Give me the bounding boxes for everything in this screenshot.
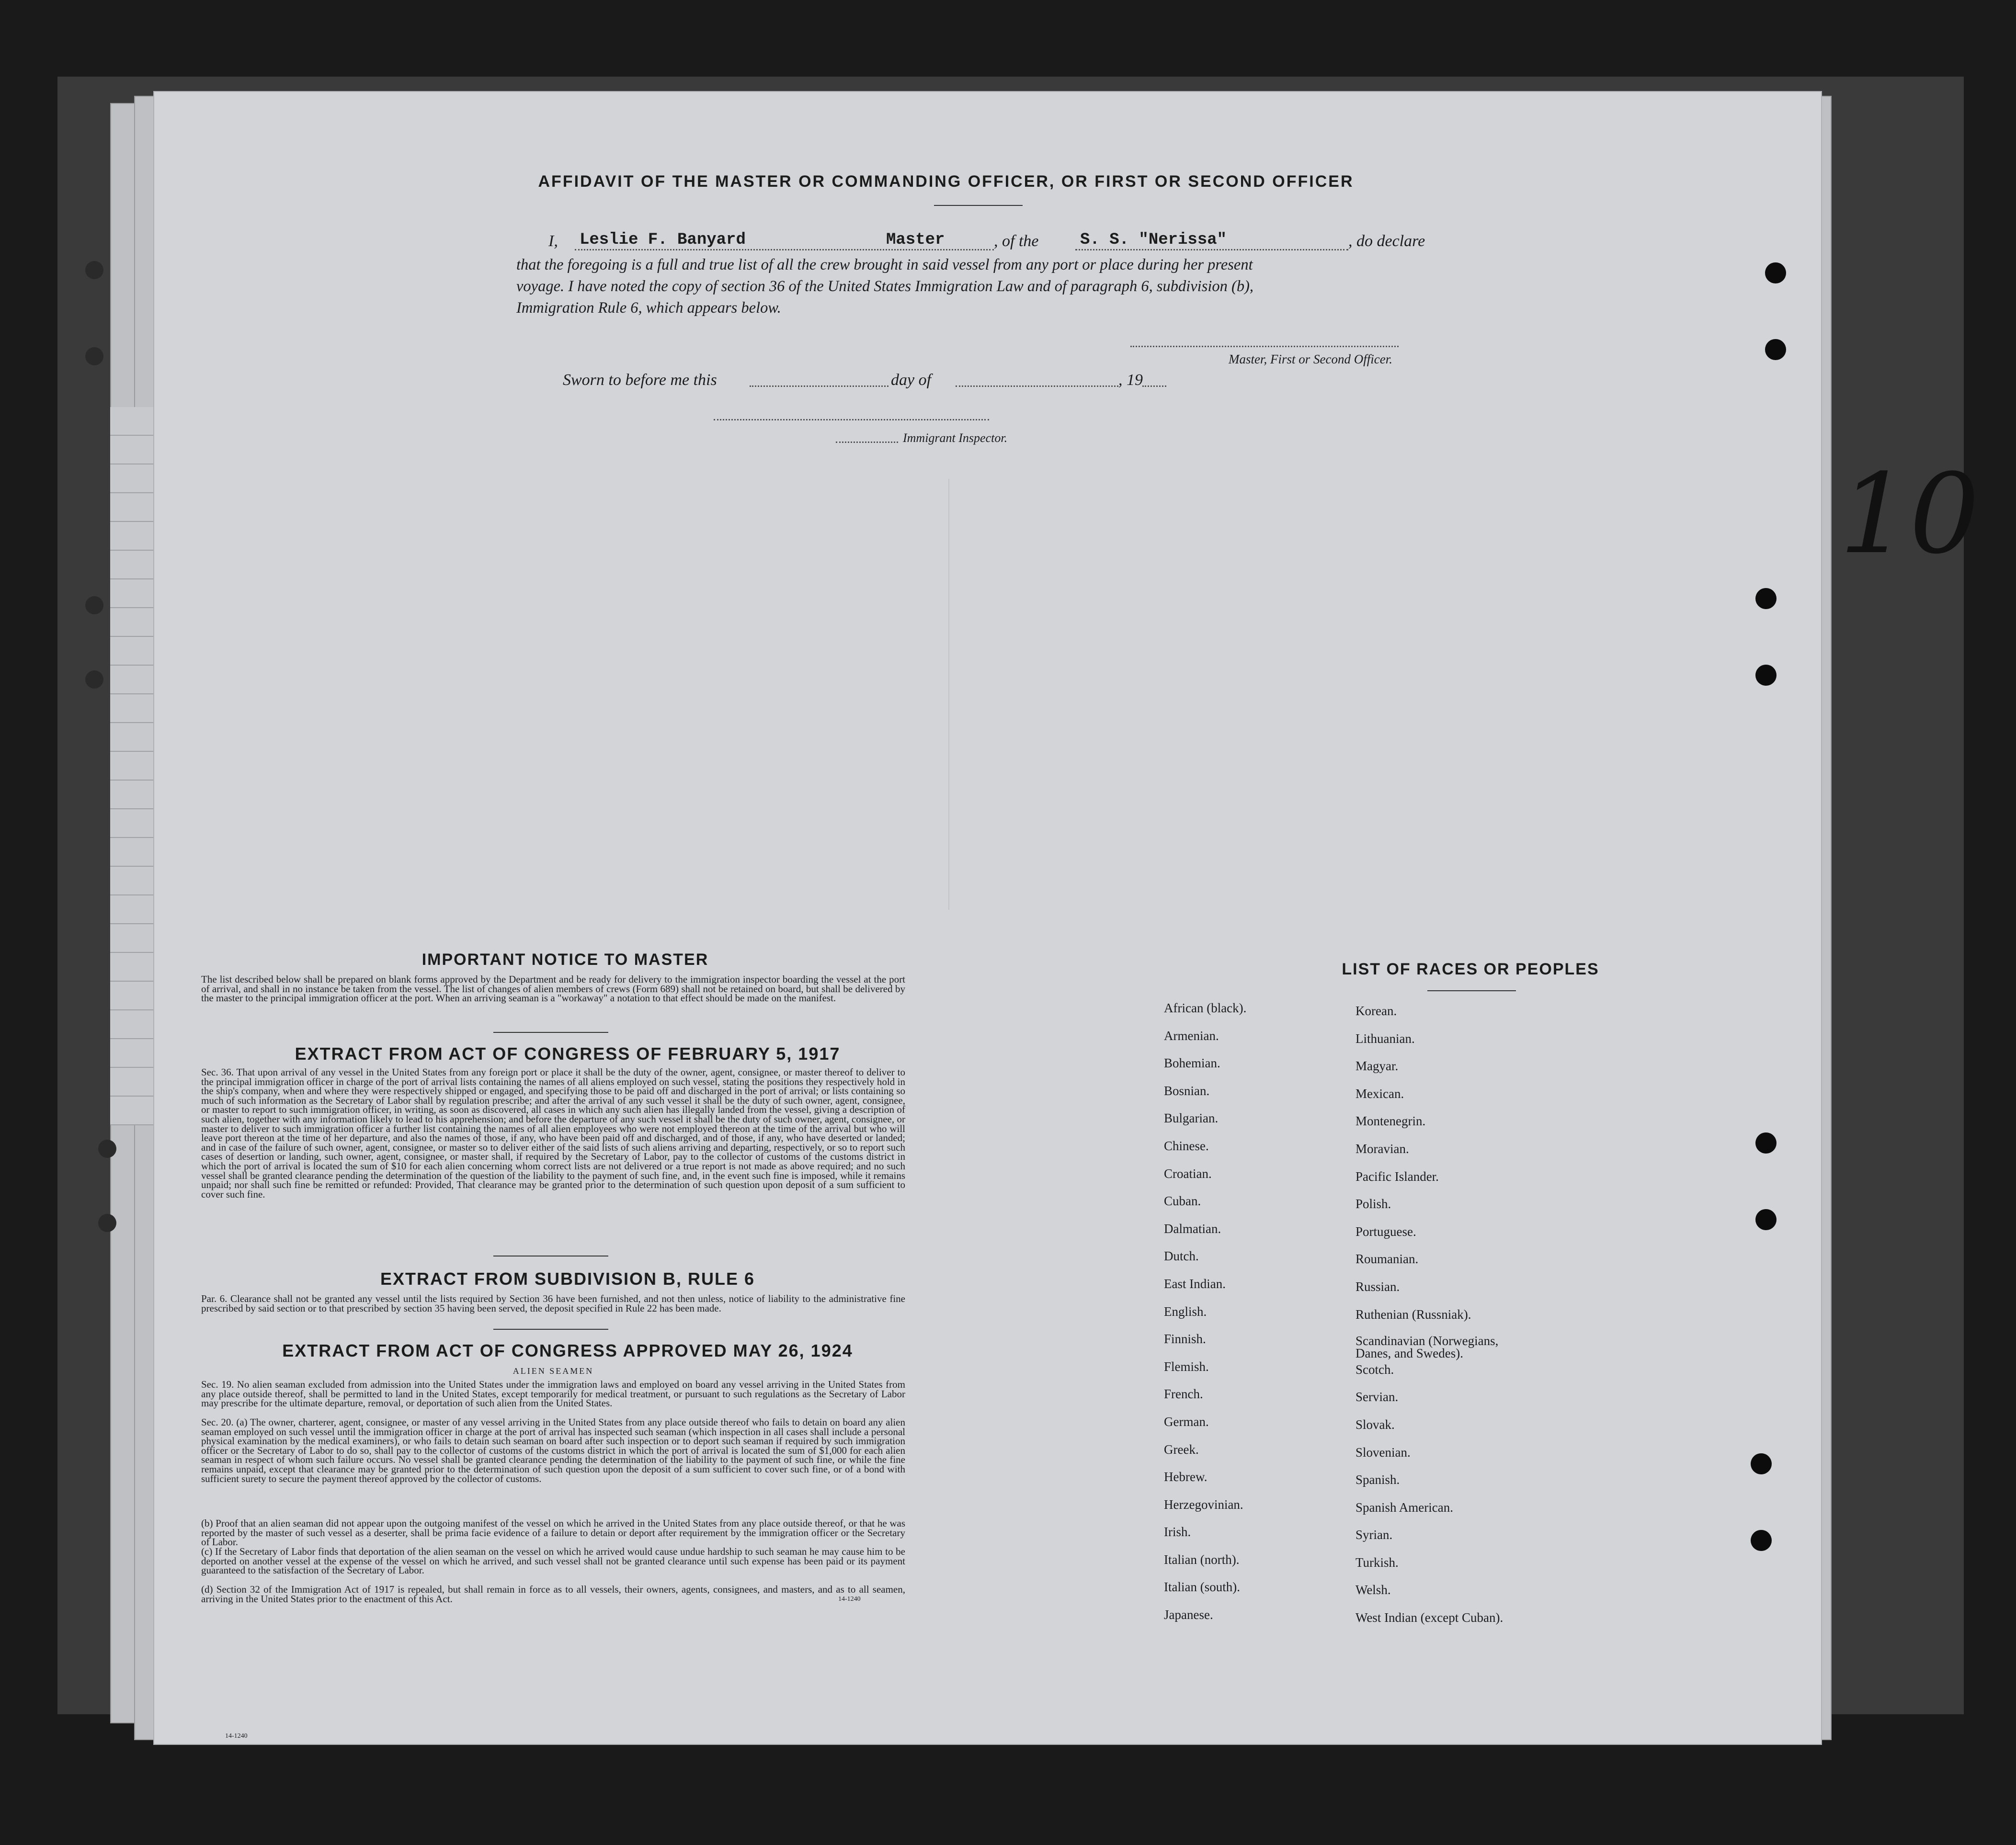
race-item: Syrian.: [1355, 1528, 1393, 1542]
signature-line[interactable]: [1130, 346, 1399, 347]
race-item: Russian.: [1355, 1279, 1400, 1294]
affidavit-line-1: that the foregoing is a full and true list of all the crew brought in said vessel from any port or place during her present: [516, 256, 1253, 273]
race-item: Finnish.: [1164, 1332, 1206, 1347]
race-item: Spanish American.: [1355, 1500, 1453, 1515]
race-item: Polish.: [1355, 1197, 1391, 1211]
sworn-year-line[interactable]: [1142, 385, 1166, 387]
race-item: Slovenian.: [1355, 1445, 1411, 1460]
race-item: Croatian.: [1164, 1166, 1212, 1181]
race-item: French.: [1164, 1387, 1203, 1402]
do-declare-label: , do declare: [1348, 232, 1425, 250]
race-item: Armenian.: [1164, 1028, 1219, 1043]
form-number: 14-1240: [838, 1596, 861, 1603]
affidavit-line-2: voyage. I have noted the copy of section 36 of the United States Immigration Law and of paragraph 6, subdivision (b),: [516, 278, 1254, 295]
race-item: Scandinavian (Norwegians, Danes, and Swedes).: [1355, 1334, 1499, 1361]
race-item: Greek.: [1164, 1442, 1199, 1457]
handwritten-mark: 10: [1839, 451, 1980, 578]
race-item: Bulgarian.: [1164, 1111, 1219, 1126]
race-item: Chinese.: [1164, 1138, 1209, 1153]
declarant-rank[interactable]: Master: [886, 231, 945, 249]
punch-hole: [1751, 1453, 1772, 1474]
extract-1924-sec19: Sec. 19. No alien seaman excluded from admission into the United States under the immigration laws and employed on board any vessel arriving in the United States from any place outside thereof, shall be permitted to land in the United States, except temporarily for medical treatment, or pursuant to such regulations as the Secretary of Labor may prescribe for the ultimate departure, removal, or deportation of such alien from the United States.: [201, 1379, 905, 1409]
declarant-name[interactable]: Leslie F. Banyard: [580, 231, 746, 249]
inspector-caption: Immigrant Inspector.: [903, 431, 1008, 445]
race-item: Moravian.: [1355, 1141, 1409, 1156]
declarant-prefix: I,: [548, 232, 558, 250]
punch-hole: [1765, 339, 1786, 360]
affidavit-title: AFFIDAVIT OF THE MASTER OR COMMANDING OFFICER, OR FIRST OR SECOND OFFICER: [538, 172, 1354, 191]
race-item: Dalmatian.: [1164, 1221, 1221, 1236]
race-item: Cuban.: [1164, 1194, 1201, 1209]
punch-hole: [85, 347, 103, 365]
race-item: Portuguese.: [1355, 1224, 1416, 1239]
races-title: LIST OF RACES OR PEOPLES: [1342, 960, 1599, 978]
extract-1917-title: EXTRACT FROM ACT OF CONGRESS OF FEBRUARY 5, 1917: [295, 1044, 841, 1064]
extract-1924-title: EXTRACT FROM ACT OF CONGRESS APPROVED MAY 26, 1924: [282, 1341, 853, 1360]
section-divider: [493, 1032, 608, 1033]
extract-rule6-body: Par. 6. Clearance shall not be granted any vessel until the lists required by Section 36 have been furnished, and not then unless, notice of liability to the administrative fine prescribed by said section or to that prescribed by section 35 having been served, the deposit specified in Rule 22 has been made.: [201, 1293, 905, 1314]
extract-1917-body: Sec. 36. That upon arrival of any vessel in the United States from any foreign port or place it shall be the duty of the owner, agent, consignee, or master thereof to deliver to the principal immigration officer in charge of the port of arrival lists containing the names of all aliens employed on such vessel, stating the positions they respectively hold in the ship's company, when and where they were respectively shipped or engaged, and specifying those to be paid off and discharged in the port of arrival; or lists containing so much of such information as the Secretary of Labor shall by regulation prescribe; and after the arrival of any such vessel it shall be the duty of such owner, agent, consignee, or master to report to such immigration officer, in writing, as soon as discovered, all cases in which any such alien has illegally landed from the vessel, giving a description of such alien, together with any information likely to lead to his apprehension; and before the departure of any such vessel it shall be the duty of such owner, agent, consignee, or master to deliver to such immigration officer a further list containing the names of all alien employees who were not employed thereon at the time of the arrival but who will leave port thereon at the time of her departure, and also the names of those, if any, who have been paid off and discharged, and of those, if any, who have deserted or landed; and in case of the failure of such owner, agent, consignee, or master so to deliver either of the said lists of such aliens arriving and departing, respectively, or so to report such cases of desertion or landing, such owner, agent, consignee, or master shall, if required by the Secretary of Labor, pay to the collector of customs of the customs district in which the port of arrival is located the sum of $10 for each alien concerning whom correct lists are not delivered or a true report is not made as above required; and no such vessel shall be granted clearance pending the determination of the question of the liability to the payment of such fine, and, in the event such fine is imposed, while it remains unpaid; nor shall such fine be remitted or refunded: Provided, That clearance may be granted prior to the determination of such question upon deposit of a sum sufficient to cover such fine.: [201, 1066, 905, 1200]
form-sheet: [153, 91, 1822, 1745]
race-item: West Indian (except Cuban).: [1355, 1610, 1503, 1625]
of-the-label: , of the: [994, 232, 1039, 250]
day-of-label: day of: [891, 371, 932, 389]
punch-hole: [85, 670, 103, 689]
race-item: Welsh.: [1355, 1583, 1391, 1597]
race-item: Turkish.: [1355, 1555, 1399, 1570]
punch-hole: [1755, 665, 1777, 686]
under-sheet-form-number: 14-1240: [225, 1732, 248, 1740]
sworn-label: Sworn to before me this: [563, 371, 717, 389]
race-item: Mexican.: [1355, 1086, 1404, 1101]
races-list-right: [1355, 1004, 1523, 1638]
title-underline: [934, 205, 1023, 206]
race-item: East Indian.: [1164, 1276, 1226, 1291]
vessel-line: [1075, 249, 1348, 250]
races-title-underline: [1427, 990, 1516, 991]
race-item: Herzegovinian.: [1164, 1497, 1243, 1512]
race-item: Magyar.: [1355, 1059, 1399, 1074]
punch-hole: [85, 596, 103, 614]
race-item: Italian (north).: [1164, 1552, 1240, 1567]
race-item: Dutch.: [1164, 1249, 1199, 1264]
notice-title: IMPORTANT NOTICE TO MASTER: [421, 951, 709, 969]
punch-hole: [1765, 262, 1786, 283]
race-item: German.: [1164, 1414, 1209, 1429]
punch-hole: [1755, 588, 1777, 609]
ruled-sheet-edge: [110, 407, 153, 1125]
race-item: Slovak.: [1355, 1417, 1395, 1432]
notice-body: The list described below shall be prepared on blank forms approved by the Department and be ready for delivery to the immigration inspector boarding the vessel at the port of arrival, and shall in no instance be taken from the vessel. The list of changes of alien members of crews (Form 689) shall not be retained on board, but shall be delivered by the master to the principal immigration officer at the port. When an arriving seaman is a "workaway" a notation to that effect should be made on the manifest.: [201, 973, 905, 1004]
signature-caption: Master, First or Second Officer.: [1229, 352, 1392, 366]
race-item: Bohemian.: [1164, 1056, 1220, 1071]
race-item: Scotch.: [1355, 1362, 1394, 1377]
extract-rule6-title: EXTRACT FROM SUBDIVISION B, RULE 6: [380, 1269, 755, 1289]
race-item: Korean.: [1355, 1004, 1397, 1018]
punch-hole: [1751, 1530, 1772, 1551]
punch-hole: [1755, 1209, 1777, 1230]
race-item: Montenegrin.: [1355, 1114, 1426, 1129]
declarant-line: [575, 249, 994, 250]
sworn-month-line[interactable]: [956, 385, 1118, 387]
extract-1924-sec20c: (c) If the Secretary of Labor finds that deportation of the alien seaman on the vessel on which he arrived would cause undue hardship to such seaman he may cause him to be deported on another vessel at the expense of the vessel on which he arrived, and such vessel shall not be granted clearance until such expense has been paid or its payment guaranteed to the satisfaction of the Secretary of Labor.: [201, 1546, 905, 1576]
race-item: English.: [1164, 1304, 1207, 1319]
punch-hole: [98, 1214, 116, 1232]
affidavit-line-3: Immigration Rule 6, which appears below.: [516, 299, 781, 317]
extract-1924-sec20d: (d) Section 32 of the Immigration Act of 1917 is repealed, but shall remain in force as to all vessels, their owners, agents, consignees, and masters, and as to all seamen, arriving in the United States prior to the enactment of this Act.: [201, 1584, 905, 1605]
punch-hole: [85, 261, 103, 279]
inspector-lead-line: [836, 441, 898, 443]
section-divider: [493, 1329, 608, 1330]
race-item: Bosnian.: [1164, 1083, 1210, 1098]
race-item: Italian (south).: [1164, 1580, 1240, 1595]
race-item: Lithuanian.: [1355, 1031, 1415, 1046]
year-label: , 19: [1118, 371, 1143, 389]
vessel-name[interactable]: S. S. "Nerissa": [1080, 231, 1227, 249]
race-item: Spanish.: [1355, 1472, 1400, 1487]
extract-1924-sec20a: Sec. 20. (a) The owner, charterer, agent, consignee, or master of any vessel arriving in the United States from any place outside thereof who fails to detain on board any alien seaman employed on such vessel until the immigration officer in charge at the port of arrival has inspected such seaman (which inspection in all cases shall include a personal physical examination by the medical examiners), or who fails to detain such seaman on board after such inspection or to deport such seaman if required by such immigration officer or the Secretary of Labor to do so, shall pay to the collector of customs of the customs district in which the port of arrival is located the sum of $1,000 for each alien seaman in respect of whom such failure occurs. No vessel shall be granted clearance pending the determination of the liability to the payment of such fine, or while the fine remains unpaid, except that clearance may be granted prior to the determination of such question upon the deposit of a sum sufficient to cover such fine, or of a bond with sufficient surety to secure the payment thereof approved by the collector of customs.: [201, 1416, 905, 1484]
center-crease: [948, 479, 949, 910]
race-item: Servian.: [1355, 1390, 1399, 1404]
race-item: Roumanian.: [1355, 1252, 1419, 1267]
punch-hole: [98, 1140, 116, 1158]
race-item: Pacific Islander.: [1355, 1169, 1439, 1184]
sworn-day-line[interactable]: [750, 385, 888, 387]
punch-hole: [1755, 1132, 1777, 1154]
alien-seamen-subhead: ALIEN SEAMEN: [513, 1366, 594, 1376]
race-item: Ruthenian (Russniak).: [1355, 1307, 1471, 1322]
race-item: Japanese.: [1164, 1607, 1213, 1622]
race-item: Irish.: [1164, 1525, 1191, 1539]
race-item: Hebrew.: [1164, 1470, 1207, 1484]
race-item: Flemish.: [1164, 1359, 1209, 1374]
inspector-signature-line[interactable]: [714, 419, 989, 420]
races-list-left: [1164, 1001, 1246, 1635]
extract-1924-sec20b: (b) Proof that an alien seaman did not appear upon the outgoing manifest of the vessel on which he arrived in the United States from any place outside thereof, or that he was reported by the master of such vessel as a deserter, shall be prima facie evidence of a failure to detain or deport after requirement by the immigration officer or the Secretary of Labor.: [201, 1517, 905, 1548]
race-item: African (black).: [1164, 1001, 1247, 1015]
